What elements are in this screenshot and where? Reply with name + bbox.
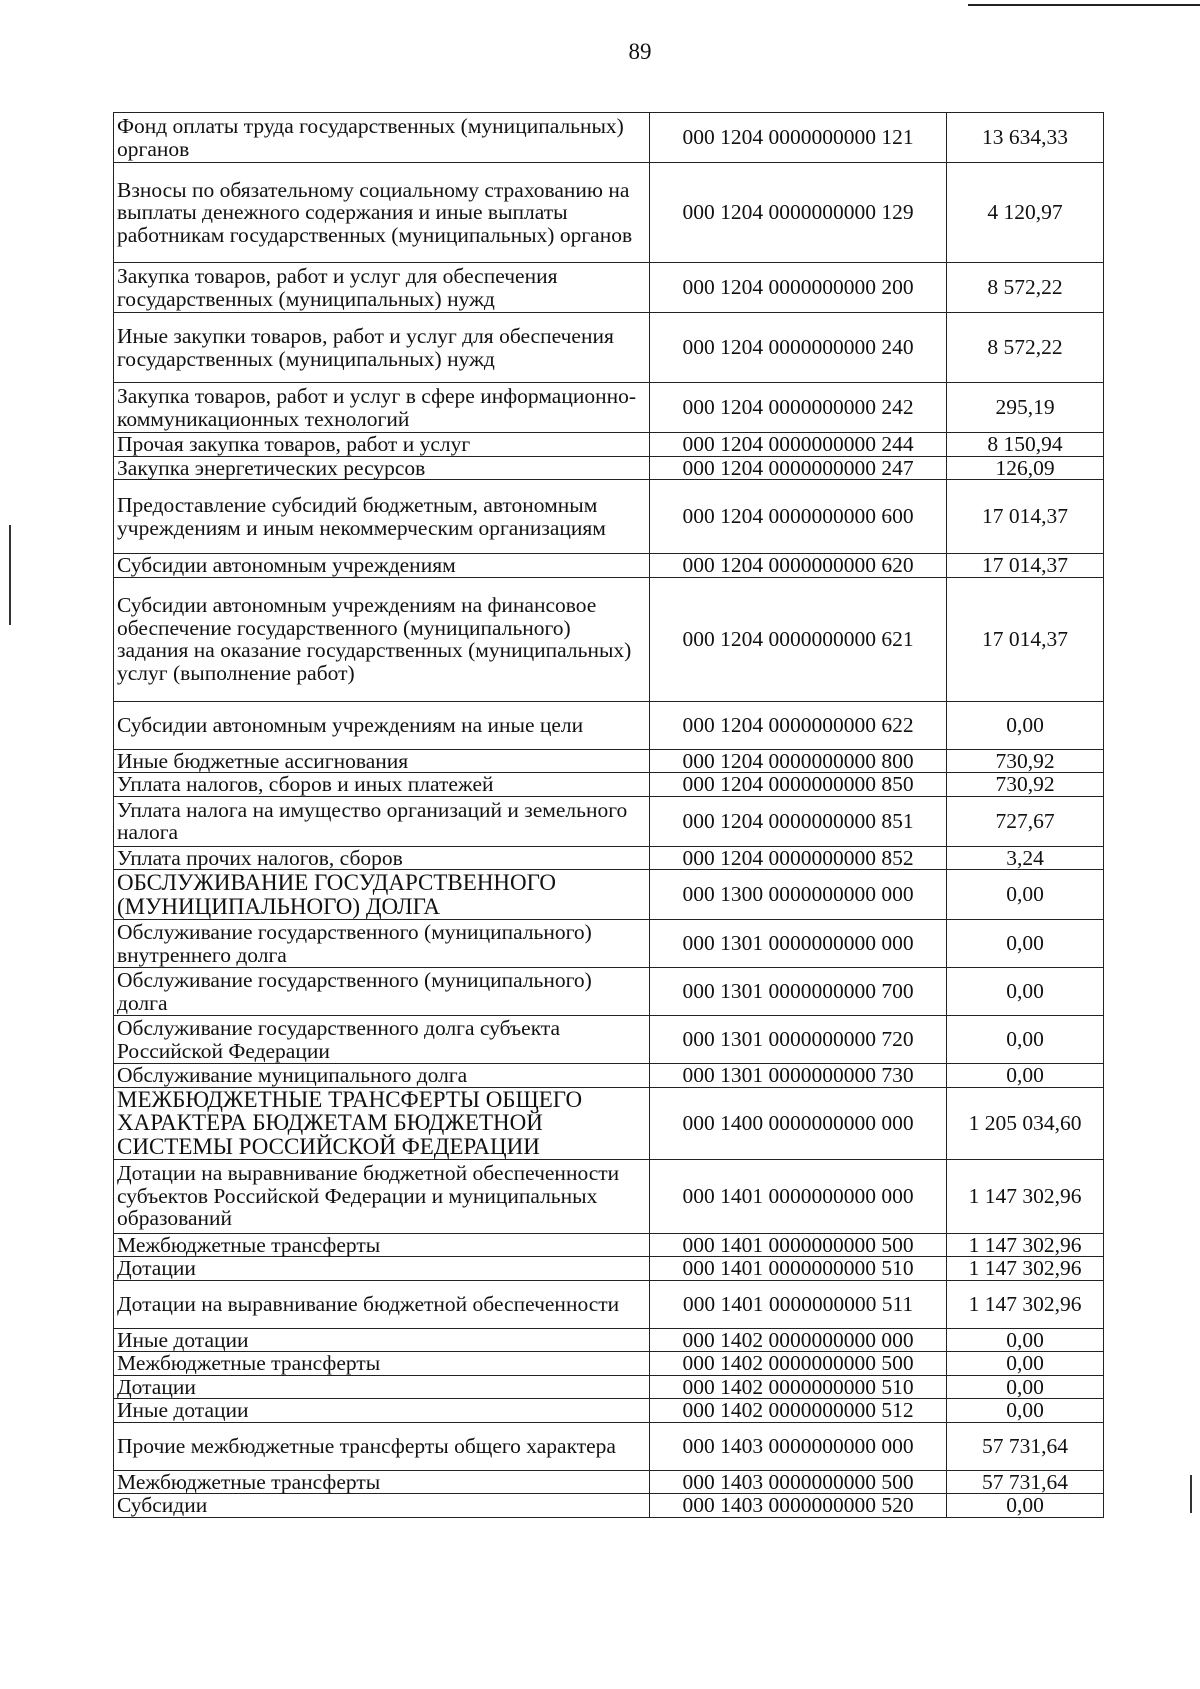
row-amount-cell: 0,00 [947,1399,1104,1423]
row-code-cell: 000 1403 0000000000 000 [650,1422,947,1470]
row-amount-cell: 17 014,37 [947,554,1104,578]
row-amount-cell: 4 120,97 [947,163,1104,263]
row-code-cell: 000 1204 0000000000 622 [650,701,947,749]
row-name-cell: Иные закупки товаров, работ и услуг для обеспечения государственных (муниципальных) нужд [114,313,650,383]
row-amount-cell: 8 150,94 [947,433,1104,457]
row-code-cell: 000 1204 0000000000 850 [650,773,947,797]
table-row [114,1159,1104,1233]
row-amount-cell: 730,92 [947,773,1104,797]
row-amount-cell: 57 731,64 [947,1422,1104,1470]
section-row [114,870,1104,920]
row-code-cell: 000 1204 0000000000 244 [650,433,947,457]
row-code-cell: 000 1204 0000000000 852 [650,846,947,870]
table-row [114,163,1104,263]
table-row [114,1470,1104,1494]
table-row [114,383,1104,433]
row-code-cell: 000 1300 0000000000 000 [650,870,947,920]
row-code-cell: 000 1401 0000000000 511 [650,1280,947,1328]
row-code-cell: 000 1402 0000000000 510 [650,1375,947,1399]
row-name-cell: Дотации [114,1257,650,1281]
row-code-cell: 000 1204 0000000000 800 [650,749,947,773]
row-name-cell: Закупка товаров, работ и услуг для обеспечения государственных (муниципальных) нужд [114,263,650,313]
table-row [114,456,1104,480]
row-code-cell: 000 1402 0000000000 500 [650,1352,947,1376]
row-code-cell: 000 1401 0000000000 000 [650,1159,947,1233]
row-amount-cell: 0,00 [947,870,1104,920]
row-code-cell: 000 1403 0000000000 520 [650,1494,947,1518]
row-name-cell: Обслуживание государственного долга субъекта Российской Федерации [114,1016,650,1064]
row-code-cell: 000 1301 0000000000 730 [650,1064,947,1088]
table-row [114,920,1104,968]
row-amount-cell: 727,67 [947,796,1104,846]
row-name-cell: Закупка товаров, работ и услуг в сфере информационно-коммуникационных технологий [114,383,650,433]
row-name-cell: Иные бюджетные ассигнования [114,749,650,773]
row-name-cell: Дотации на выравнивание бюджетной обеспеченности субъектов Российской Федерации и муниципальных образований [114,1159,650,1233]
row-code-cell: 000 1401 0000000000 510 [650,1257,947,1281]
row-code-cell: 000 1204 0000000000 247 [650,456,947,480]
row-code-cell: 000 1403 0000000000 500 [650,1470,947,1494]
table-row [114,1064,1104,1088]
row-name-cell: Дотации [114,1375,650,1399]
row-amount-cell: 57 731,64 [947,1470,1104,1494]
page-number: 89 [628,39,652,64]
row-amount-cell: 0,00 [947,968,1104,1016]
table-row [114,1328,1104,1352]
row-name-cell: Уплата налогов, сборов и иных платежей [114,773,650,797]
row-name-cell: Уплата прочих налогов, сборов [114,846,650,870]
row-name-cell: Межбюджетные трансферты [114,1352,650,1376]
row-name-cell: Субсидии [114,1494,650,1518]
table-row [114,577,1104,701]
table-row [114,1375,1104,1399]
budget-table [113,112,1104,1518]
row-name-cell: Дотации на выравнивание бюджетной обеспеченности [114,1280,650,1328]
row-name-cell: Уплата налога на имущество организаций и земельного налога [114,796,650,846]
row-amount-cell: 8 572,22 [947,313,1104,383]
row-amount-cell: 17 014,37 [947,480,1104,554]
section-row [114,1087,1104,1159]
row-amount-cell: 1 205 034,60 [947,1087,1104,1159]
table-row [114,1016,1104,1064]
row-code-cell: 000 1400 0000000000 000 [650,1087,947,1159]
table-row [114,749,1104,773]
row-code-cell: 000 1401 0000000000 500 [650,1233,947,1257]
row-amount-cell: 8 572,22 [947,263,1104,313]
row-code-cell: 000 1204 0000000000 240 [650,313,947,383]
right-margin-mark [1190,1475,1192,1513]
table-row [114,796,1104,846]
row-code-cell: 000 1204 0000000000 129 [650,163,947,263]
row-amount-cell: 0,00 [947,1352,1104,1376]
row-amount-cell: 126,09 [947,456,1104,480]
row-code-cell: 000 1204 0000000000 620 [650,554,947,578]
row-amount-cell: 0,00 [947,1494,1104,1518]
table-row [114,1352,1104,1376]
row-name-cell: Прочие межбюджетные трансферты общего характера [114,1422,650,1470]
table-row [114,1257,1104,1281]
row-name-cell: Обслуживание государственного (муниципального) долга [114,968,650,1016]
table-row [114,313,1104,383]
row-name-cell: Субсидии автономным учреждениям на иные цели [114,701,650,749]
top-edge-rule [968,4,1200,6]
row-code-cell: 000 1204 0000000000 121 [650,113,947,163]
row-amount-cell: 1 147 302,96 [947,1233,1104,1257]
table-row [114,113,1104,163]
row-amount-cell: 17 014,37 [947,577,1104,701]
row-amount-cell: 0,00 [947,701,1104,749]
table-row [114,263,1104,313]
row-code-cell: 000 1301 0000000000 000 [650,920,947,968]
row-name-cell: Субсидии автономным учреждениям [114,554,650,578]
row-name-cell: Субсидии автономным учреждениям на финансовое обеспечение государственного (муниципального) задания на оказание государственных (муниципальных) услуг (выполнение работ) [114,577,650,701]
table-row [114,1280,1104,1328]
table-row [114,1494,1104,1518]
row-name-cell: Фонд оплаты труда государственных (муниципальных) органов [114,113,650,163]
table-row [114,554,1104,578]
table-row [114,480,1104,554]
row-code-cell: 000 1204 0000000000 200 [650,263,947,313]
row-amount-cell: 295,19 [947,383,1104,433]
row-amount-cell: 0,00 [947,1328,1104,1352]
row-amount-cell: 0,00 [947,1016,1104,1064]
row-code-cell: 000 1301 0000000000 720 [650,1016,947,1064]
row-name-cell: ОБСЛУЖИВАНИЕ ГОСУДАРСТВЕННОГО (МУНИЦИПАЛЬНОГО) ДОЛГА [114,870,650,920]
row-amount-cell: 730,92 [947,749,1104,773]
row-name-cell: Взносы по обязательному социальному страхованию на выплаты денежного содержания и иные выплаты работникам государственных (муниципальных) органов [114,163,650,263]
row-amount-cell: 0,00 [947,920,1104,968]
row-name-cell: Иные дотации [114,1328,650,1352]
table-row [114,701,1104,749]
row-name-cell: Обслуживание муниципального долга [114,1064,650,1088]
row-name-cell: Прочая закупка товаров, работ и услуг [114,433,650,457]
table-row [114,1422,1104,1470]
table-row [114,433,1104,457]
row-name-cell: МЕЖБЮДЖЕТНЫЕ ТРАНСФЕРТЫ ОБЩЕГО ХАРАКТЕРА БЮДЖЕТАМ БЮДЖЕТНОЙ СИСТЕМЫ РОССИЙСКОЙ ФЕДЕРАЦИИ [114,1087,650,1159]
table-row [114,1233,1104,1257]
row-name-cell: Межбюджетные трансферты [114,1470,650,1494]
row-amount-cell: 13 634,33 [947,113,1104,163]
row-name-cell: Закупка энергетических ресурсов [114,456,650,480]
row-name-cell: Межбюджетные трансферты [114,1233,650,1257]
row-amount-cell: 0,00 [947,1064,1104,1088]
row-amount-cell: 1 147 302,96 [947,1159,1104,1233]
table-row [114,846,1104,870]
row-name-cell: Обслуживание государственного (муниципального) внутреннего долга [114,920,650,968]
left-margin-mark [9,525,11,625]
row-name-cell: Предоставление субсидий бюджетным, автономным учреждениям и иным некоммерческим организациям [114,480,650,554]
row-amount-cell: 3,24 [947,846,1104,870]
row-name-cell: Иные дотации [114,1399,650,1423]
row-amount-cell: 0,00 [947,1375,1104,1399]
row-code-cell: 000 1204 0000000000 851 [650,796,947,846]
table-row [114,1399,1104,1423]
row-code-cell: 000 1204 0000000000 600 [650,480,947,554]
row-amount-cell: 1 147 302,96 [947,1280,1104,1328]
budget-table-body [114,113,1104,1518]
row-code-cell: 000 1301 0000000000 700 [650,968,947,1016]
row-amount-cell: 1 147 302,96 [947,1257,1104,1281]
row-code-cell: 000 1204 0000000000 621 [650,577,947,701]
table-row [114,773,1104,797]
row-code-cell: 000 1204 0000000000 242 [650,383,947,433]
table-row [114,968,1104,1016]
row-code-cell: 000 1402 0000000000 512 [650,1399,947,1423]
row-code-cell: 000 1402 0000000000 000 [650,1328,947,1352]
